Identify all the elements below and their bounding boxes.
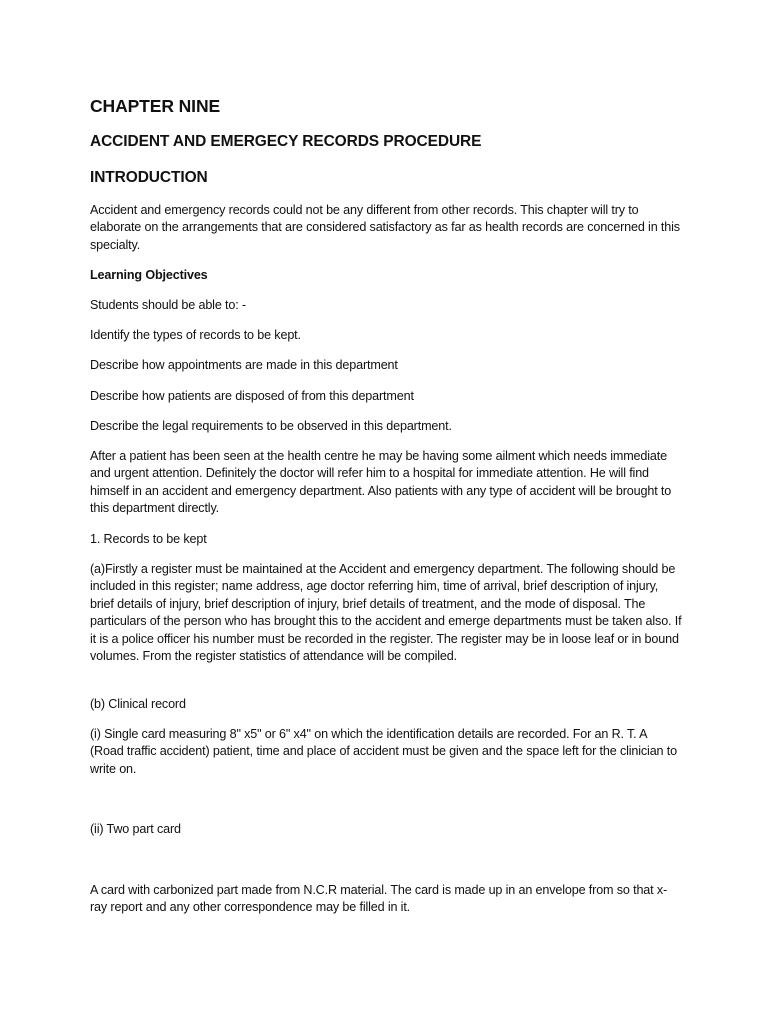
register-paragraph: (a)Firstly a register must be maintained at the Accident and emergency department. The following should be included in this register; name address, age doctor referring him, time of arrival, brief description of injury, brief details of injury, brief description of injury, brief details of treatment, and the mode of disposal. The particulars of the person who has brought this to the accident and emerge departments must be taken also. If it is a police officer his number must be recorded in the register. The register may be in loose leaf or in bound volumes. From the register statistics of attendance will be compiled. bbox=[90, 562, 682, 664]
chapter-title: CHAPTER NINE bbox=[90, 96, 221, 116]
objective-2: Describe how appointments are made in this department bbox=[90, 358, 398, 372]
students-able-text: Students should be able to: - bbox=[90, 298, 246, 312]
learning-objectives-heading: Learning Objectives bbox=[90, 268, 208, 282]
introduction-heading: INTRODUCTION bbox=[90, 169, 208, 186]
objective-3: Describe how patients are disposed of from this department bbox=[90, 389, 414, 403]
intro-paragraph: Accident and emergency records could not be any different from other records. This chapter will try to elaborate on the arrangements that are considered satisfactory as far as health records are concerned in this specialty. bbox=[90, 203, 680, 252]
two-part-card-heading: (ii) Two part card bbox=[90, 822, 181, 836]
objective-1: Identify the types of records to be kept. bbox=[90, 328, 301, 342]
carbonized-card-paragraph: A card with carbonized part made from N.C.R material. The card is made up in an envelope from so that x-ray report and any other correspondence may be filled in it. bbox=[90, 883, 668, 915]
clinical-record-heading: (b) Clinical record bbox=[90, 697, 186, 711]
single-card-paragraph: (i) Single card measuring 8" x5" or 6" x4" on which the identification details are recorded. For an R. T. A (Road traffic accident) patient, time and place of accident must be given and the space left for the clinician to write on. bbox=[90, 727, 677, 776]
objective-4: Describe the legal requirements to be observed in this department. bbox=[90, 419, 452, 433]
section-title: ACCIDENT AND EMERGECY RECORDS PROCEDURE bbox=[90, 133, 482, 150]
after-patient-paragraph: After a patient has been seen at the health centre he may be having some ailment which needs immediate and urgent attention. Definitely the doctor will refer him to a hospital for immediate attention. He will find himself in an accident and emergency department. Also patients with any type of accident will be brought to this department directly. bbox=[90, 449, 672, 516]
records-to-be-kept-heading: 1. Records to be kept bbox=[90, 532, 207, 546]
